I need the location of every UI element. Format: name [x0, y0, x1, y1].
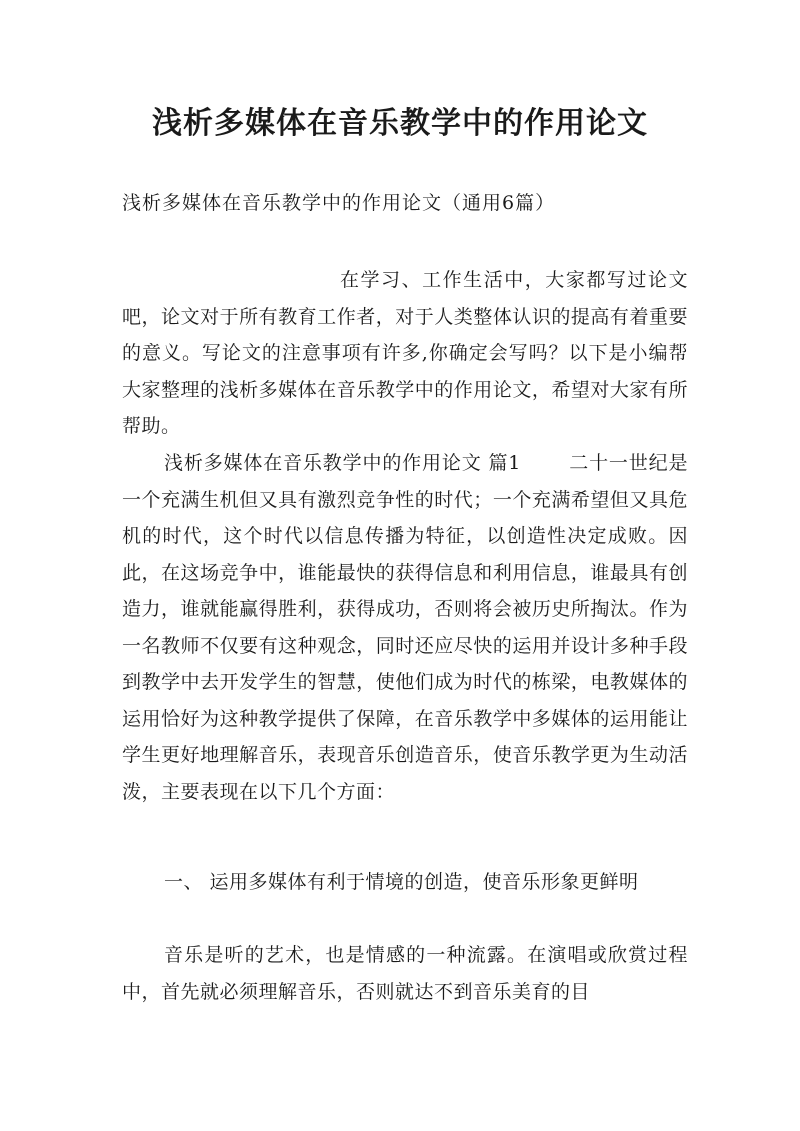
body-paragraph-2: 音乐是听的艺术，也是情感的一种流露。在演唱或欣赏过程中，首先就必须理解音乐，否则就达不到音乐美育的目: [122, 944, 688, 1003]
section1-lead: 浅析多媒体在音乐教学中的作用论文 篇1: [164, 452, 521, 474]
section1-paragraph: [122, 445, 688, 810]
intro-paragraph: 在学习、工作生活中，大家都写过论文吧，论文对于所有教育工作者，对于人类整体认识的提高有着重要的意义。写论文的注意事项有许多,你确定会写吗？以下是小编帮大家整理的浅析多媒体在音乐教学中的作用论文，希望对大家有所帮助。: [122, 269, 688, 437]
section1-body: 二十一世纪是一个充满生机但又具有激烈竞争性的时代；一个充满希望但又具危机的时代，这个时代以信息传播为特征，以创造性决定成败。因此，在这场竞争中，谁能最快的获得信息和利用信息，谁最具有创造力，谁就能赢得胜利，获得成功，否则将会被历史所掏汰。作为一名教师不仅要有这种观念，同时还应尽快的运用并设计多种手段到教学中去开发学生的智慧，使他们成为时代的栋梁，电教媒体的运用恰好为这种教学提供了保障，在音乐教学中多媒体的运用能让学生更好地理解音乐，表现音乐创造音乐，使音乐教学更为生动活泼，主要表现在以下几个方面：: [122, 452, 688, 803]
section-heading-1: 一、 运用多媒体有利于情境的创造，使音乐形象更鲜明: [164, 871, 639, 893]
document-title: 浅析多媒体在音乐教学中的作用论文: [152, 106, 648, 141]
document-subtitle: 浅析多媒体在音乐教学中的作用论文（通用6篇）: [122, 192, 556, 214]
